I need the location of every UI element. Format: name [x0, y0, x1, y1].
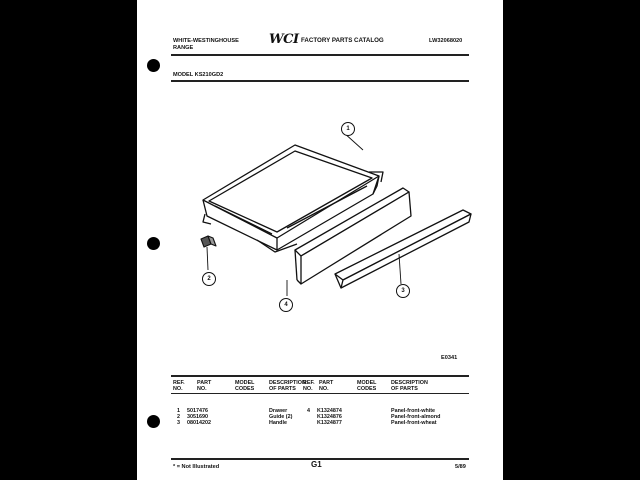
- table-top-rule: [171, 375, 469, 377]
- callout-4: 4: [279, 298, 293, 312]
- catalog-number: LW32068020: [429, 38, 463, 44]
- page-number: G1: [311, 460, 322, 469]
- table-row: K1324877 Panel-front-wheat: [317, 420, 437, 427]
- table-row: K1324876 Panel-front-almond: [317, 414, 441, 421]
- catalog-page: WHITE-WESTINGHOUSE RANGE WCI FACTORY PARTS CATALOG LW32068020 MODEL KS210GD2 1 2 3 4 E0341 REF. NO. PART NO. MODEL CODES DESCRIPTION OF PARTS REF. NO. PART NO. MODEL CODES DESCRIPTION OF PARTS 1 5017476 Drawer 2 3051690 Guide (2) 3 08014202 Handle 4 K1324874 Panel-front-white K1324876 Panel-front-almond K1324877 Panel-front-wheat * = Not Illustrated G1 5/89: [137, 0, 503, 480]
- parts-rows-left: [173, 408, 313, 427]
- guide-part: [201, 236, 216, 247]
- header-model-codes: MODEL: [235, 380, 255, 386]
- wci-logo: WCI: [269, 32, 299, 47]
- product-type: RANGE: [173, 45, 194, 51]
- table-row: 4 K1324874 Panel-front-white: [307, 408, 436, 414]
- catalog-title: FACTORY PARTS CATALOG: [301, 37, 384, 44]
- header-description: DESCRIPTION: [269, 380, 306, 386]
- callout-1: 1: [341, 122, 355, 136]
- brand-name: WHITE-WESTINGHOUSE: [173, 38, 239, 44]
- binder-hole-middle: [147, 237, 160, 250]
- binder-hole-top: [147, 59, 160, 72]
- not-illustrated-note: * = Not Illustrated: [173, 464, 220, 470]
- table-header-rule: [171, 393, 469, 394]
- callout-3: 3: [396, 284, 410, 298]
- figure-code: E0341: [441, 355, 458, 361]
- callout-2: 2: [202, 272, 216, 286]
- table-row: 2 3051690 Guide (2): [177, 414, 293, 421]
- model-number: MODEL KS210GD2: [173, 72, 224, 78]
- revision-date: 5/89: [455, 464, 466, 470]
- binder-hole-bottom: [147, 415, 160, 428]
- table-row: 3 08014202 Handle: [177, 420, 287, 427]
- header-ref-no: REF.: [173, 380, 185, 386]
- parts-rows-right: [303, 408, 469, 427]
- table-row: 1 5017476 Drawer: [177, 408, 288, 414]
- header-part-no: PART: [197, 380, 212, 386]
